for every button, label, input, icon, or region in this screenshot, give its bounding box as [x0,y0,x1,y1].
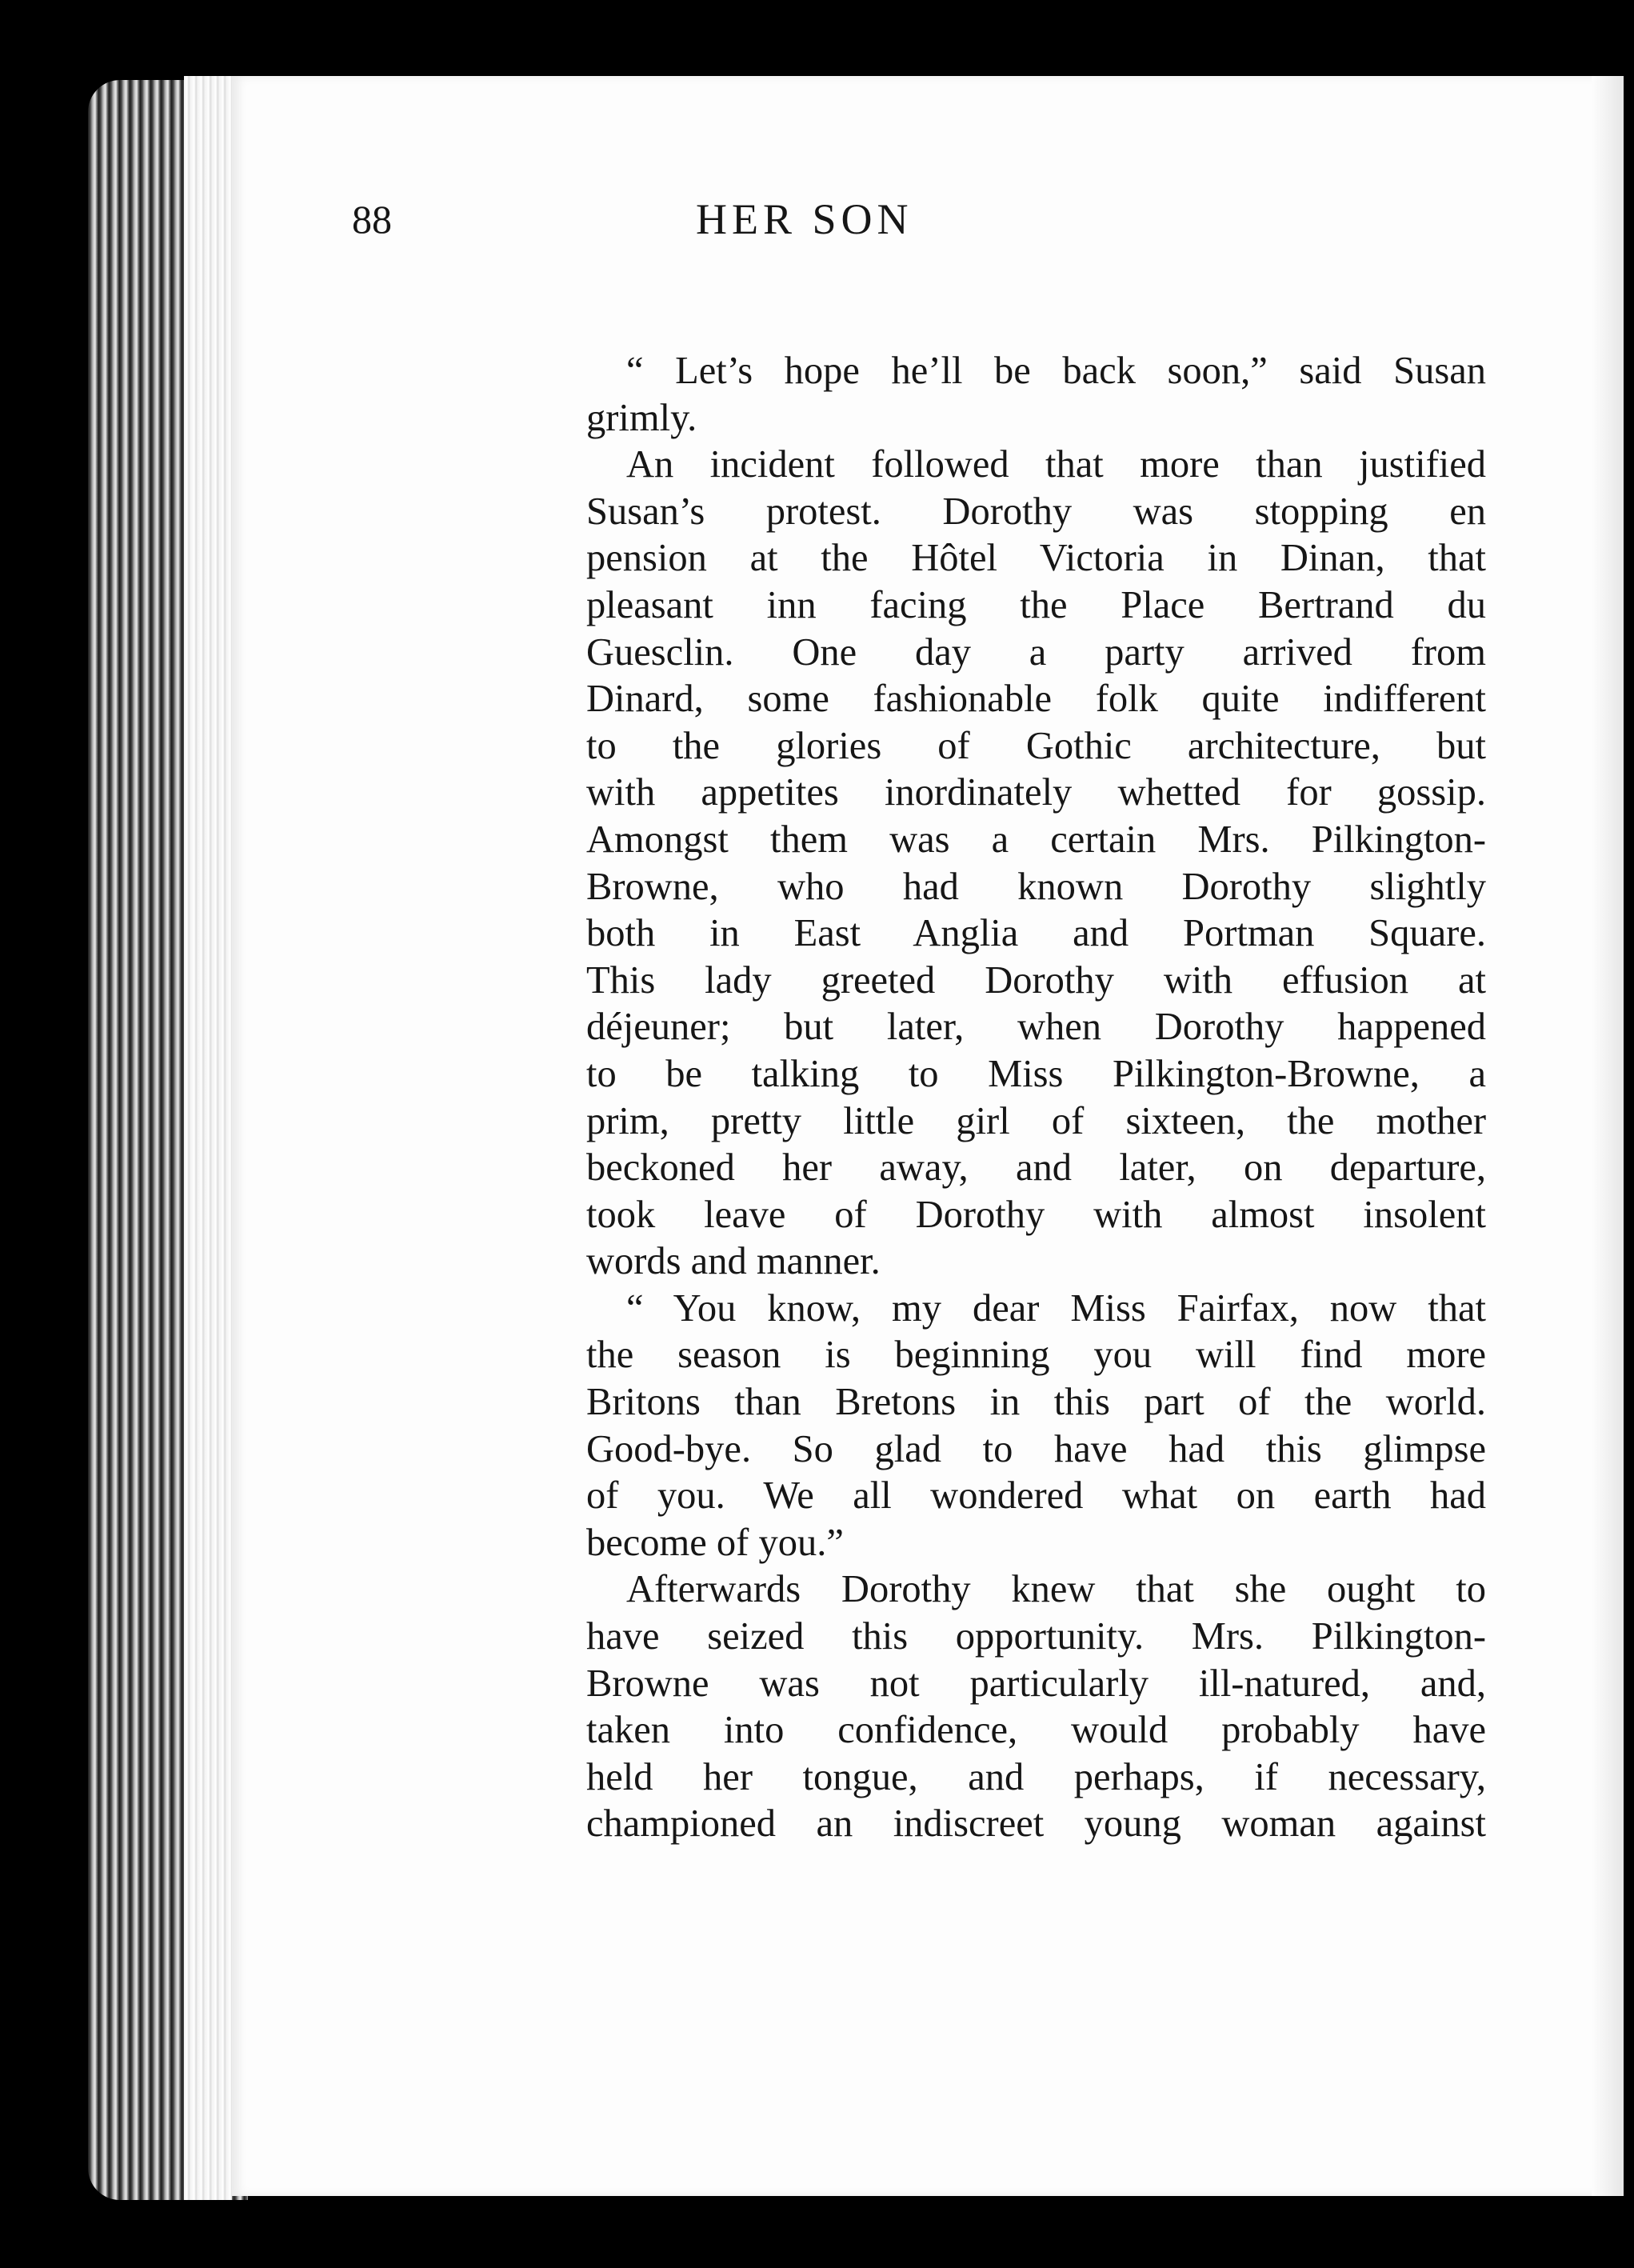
page-number: 88 [352,197,392,242]
text-line: “ You know, my dear Miss Fairfax, now that [626,1286,1486,1330]
text-line: Browne, who had known Dorothy slightly [586,865,1486,908]
text-line: grimly. [586,396,697,439]
text-line: Susan’s protest. Dorothy was stopping en [586,490,1486,533]
text-line: pleasant inn facing the Place Bertrand du [586,583,1486,626]
text-line: Guesclin. One day a party arrived from [586,630,1486,674]
page-edges-inner [184,76,232,2200]
text-line: took leave of Dorothy with almost insolent [586,1193,1486,1236]
text-line: prim, pretty little girl of sixteen, the mother [586,1099,1486,1142]
running-title: HER SON [696,195,913,243]
text-line: the season is beginning you will find more [586,1334,1486,1377]
text-line: to be talking to Miss Pilkington-Browne, a [586,1052,1486,1095]
text-line: Good-bye. So glad to have had this glimpse [586,1427,1486,1470]
text-line: Amongst them was a certain Mrs. Pilkington- [586,818,1486,861]
page-gutter-shade [1592,76,1624,2196]
text-line: Britons than Bretons in this part of the world. [586,1381,1486,1424]
text-line: An incident followed that more than justified [626,443,1486,486]
text-line: both in East Anglia and Portman Square. [586,912,1486,955]
text-line: taken into confidence, would probably have [586,1709,1486,1752]
text-line: “ Let’s hope he’ll be back soon,” said Susan [626,350,1486,392]
text-line: This lady greeted Dorothy with effusion at [586,958,1486,1002]
text-line: Dinard, some fashionable folk quite indifferent [586,678,1486,721]
text-line: become of you.” [586,1521,844,1564]
text-line: championed an indiscreet young woman against [586,1802,1486,1846]
text-line: déjeuner; but later, when Dorothy happened [586,1006,1486,1049]
body-text [586,348,1486,1848]
text-line: words and manner. [586,1240,881,1283]
text-line: pension at the Hôtel Victoria in Dinan, that [586,537,1486,580]
text-line: to the glories of Gothic architecture, but [586,724,1486,767]
text-line: of you. We all wondered what on earth had [586,1474,1486,1518]
text-line: Afterwards Dorothy knew that she ought to [626,1568,1486,1611]
text-line: beckoned her away, and later, on departure, [586,1146,1486,1190]
text-line: Browne was not particularly ill-natured, and, [586,1662,1486,1705]
text-line: with appetites inordinately whetted for gossip. [586,771,1486,814]
page-header [352,196,1152,268]
text-line: have seized this opportunity. Mrs. Pilkington- [586,1615,1486,1658]
text-line: held her tongue, and perhaps, if necessary, [586,1755,1486,1798]
